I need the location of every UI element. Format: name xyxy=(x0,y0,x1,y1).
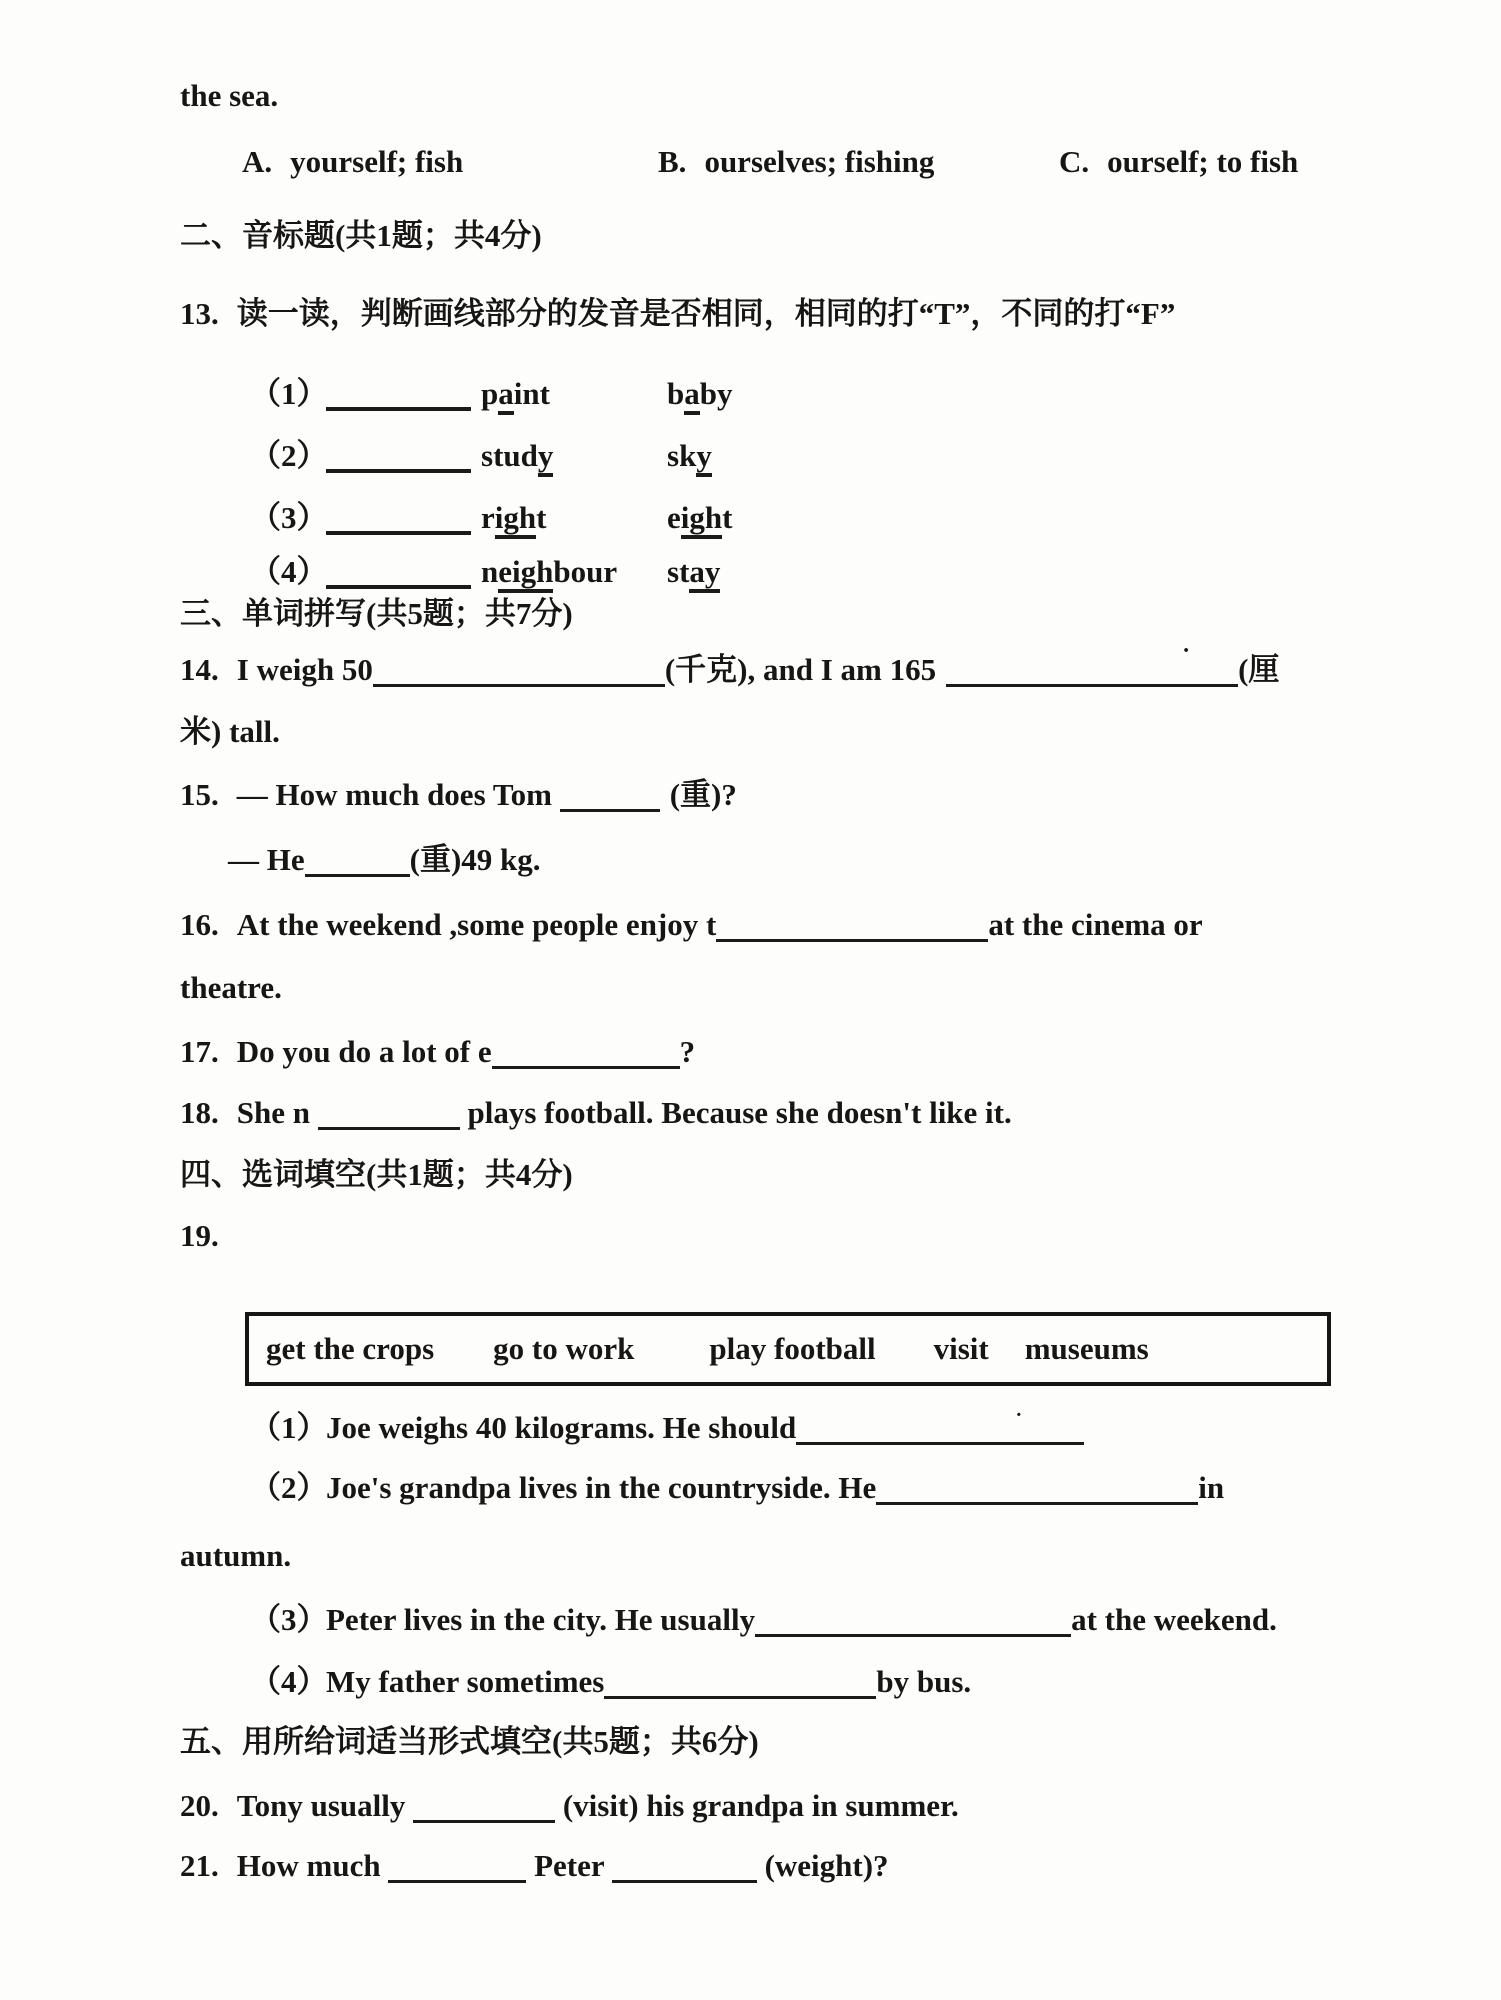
underlined-letters: igh xyxy=(681,500,722,539)
phonetic-item-3 xyxy=(250,498,732,538)
option-text: ourselves; fishing xyxy=(704,144,935,179)
answer-blank xyxy=(876,1477,1198,1505)
answer-blank xyxy=(326,507,471,535)
underlined-letters: a xyxy=(684,376,700,415)
word-two: stay xyxy=(667,554,720,593)
answer-blank xyxy=(326,445,471,473)
question-number: 21. xyxy=(180,1848,219,1883)
answer-blank xyxy=(326,383,471,411)
answer-blank xyxy=(326,561,471,589)
question-15 xyxy=(180,775,737,815)
word-bank-box xyxy=(245,1312,1331,1386)
q19-item-1 xyxy=(250,1408,1084,1448)
item-marker: （4） xyxy=(250,554,328,589)
underlined-letters: eigh xyxy=(498,554,553,593)
item-marker: （1） xyxy=(250,1410,328,1445)
underlined-letters: ay xyxy=(689,554,720,593)
option-letter: A. xyxy=(242,144,273,179)
question-text: Joe weighs 40 kilograms. He should xyxy=(326,1410,797,1445)
question-text: (厘 xyxy=(1238,652,1280,687)
item-marker: （2） xyxy=(250,438,328,473)
section-heading-two: 二、音标题(共1题；共4分) xyxy=(180,218,542,253)
word-one: right xyxy=(481,498,667,538)
underlined-letters: a xyxy=(498,376,514,415)
question-20 xyxy=(180,1786,959,1826)
question-21 xyxy=(180,1846,889,1886)
question-text: (重)? xyxy=(669,777,737,812)
word-bank-item: play football xyxy=(709,1331,876,1366)
question-text: (weight)? xyxy=(756,1848,889,1883)
answer-blank xyxy=(305,849,410,877)
question-number: 14. xyxy=(180,652,219,687)
section-heading-three: 三、单词拼写(共5题；共7分) xyxy=(180,596,573,631)
section-heading-four: 四、选词填空(共1题；共4分) xyxy=(180,1157,573,1192)
question-text: Peter xyxy=(526,1848,612,1883)
option-letter: C. xyxy=(1059,144,1090,179)
q19-item-2 xyxy=(250,1468,1224,1508)
option-text: yourself; fish xyxy=(290,144,464,179)
question-number: 17. xyxy=(180,1034,219,1069)
question-text: At the weekend ,some people enjoy t xyxy=(236,907,717,942)
answer-blank xyxy=(716,914,988,942)
question-text: Peter lives in the city. He usually xyxy=(326,1602,756,1637)
answer-blank xyxy=(755,1609,1071,1637)
item-marker: （4） xyxy=(250,1664,328,1699)
question-14-runover: 米) tall. xyxy=(180,714,280,749)
question-text: at the cinema or xyxy=(988,907,1203,942)
question-text: ? xyxy=(679,1034,696,1069)
question-number: 13. xyxy=(180,296,219,331)
context-line: the sea. xyxy=(180,78,279,113)
question-text: (重)49 kg. xyxy=(409,842,541,877)
answer-blank xyxy=(388,1855,526,1883)
answer-blank xyxy=(492,1041,680,1069)
underlined-letters: igh xyxy=(495,500,536,539)
section-heading-five: 五、用所给词适当形式填空(共5题；共6分) xyxy=(180,1724,759,1759)
question-text: I weigh 50 xyxy=(236,652,373,687)
question-number: 20. xyxy=(180,1788,219,1823)
question-19-number: 19. xyxy=(180,1218,219,1253)
word-bank-item: museums xyxy=(1024,1331,1149,1366)
question-14 xyxy=(180,650,1279,690)
question-16-runover: theatre. xyxy=(180,970,282,1005)
question-text: (visit) his grandpa in summer. xyxy=(555,1788,959,1823)
question-text: How much xyxy=(236,1848,389,1883)
question-text: at the weekend. xyxy=(1071,1602,1277,1637)
question-text: in xyxy=(1198,1470,1225,1505)
word-one: neighbour xyxy=(481,552,667,592)
answer-blank xyxy=(604,1671,876,1699)
answer-blank xyxy=(560,784,660,812)
word-bank-item: get the crops xyxy=(266,1331,435,1366)
phonetic-item-2 xyxy=(250,436,712,476)
question-text: My father sometimes xyxy=(326,1664,605,1699)
question-18 xyxy=(180,1093,1012,1133)
option-c xyxy=(1059,142,1298,182)
phonetic-item-1 xyxy=(250,374,733,414)
q19-item-2-runover: autumn. xyxy=(180,1538,292,1573)
option-a xyxy=(242,142,463,182)
word-two: sky xyxy=(667,438,712,477)
question-text: (千克), and I am 165 xyxy=(664,652,937,687)
option-text: ourself; to fish xyxy=(1107,144,1299,179)
phonetic-item-4 xyxy=(250,552,720,592)
option-letter: B. xyxy=(658,144,687,179)
word-bank-item: go to work xyxy=(493,1331,635,1366)
word-bank-item: visit xyxy=(933,1331,989,1366)
question-number: 16. xyxy=(180,907,219,942)
question-17 xyxy=(180,1032,695,1072)
question-text: Do you do a lot of e xyxy=(236,1034,492,1069)
item-marker: （3） xyxy=(250,500,328,535)
question-text: She n xyxy=(236,1095,318,1130)
question-number: 15. xyxy=(180,777,219,812)
underlined-letters: y xyxy=(696,438,712,477)
question-text: by bus. xyxy=(876,1664,972,1699)
word-one: study xyxy=(481,436,667,476)
question-text: — How much does Tom xyxy=(236,777,560,812)
answer-blank xyxy=(413,1795,555,1823)
question-text: plays football. Because she doesn't like it. xyxy=(459,1095,1012,1130)
word-two: baby xyxy=(667,376,733,415)
answer-blank xyxy=(373,659,665,687)
answer-blank xyxy=(796,1417,1084,1445)
answer-blank xyxy=(318,1102,460,1130)
question-15-reply xyxy=(228,840,541,880)
question-13 xyxy=(180,294,1175,334)
item-marker: （1） xyxy=(250,376,328,411)
word-one: paint xyxy=(481,374,667,414)
underlined-letters: y xyxy=(538,438,554,477)
option-b xyxy=(658,142,934,182)
q19-item-4 xyxy=(250,1662,971,1702)
answer-blank xyxy=(946,659,1238,687)
item-marker: （3） xyxy=(250,1602,328,1637)
item-marker: （2） xyxy=(250,1470,328,1505)
answer-blank xyxy=(612,1855,757,1883)
question-text: 读一读，判断画线部分的发音是否相同，相同的打“T”，不同的打“F” xyxy=(236,296,1176,331)
question-number: 18. xyxy=(180,1095,219,1130)
question-16 xyxy=(180,905,1203,945)
question-text: Tony usually xyxy=(236,1788,414,1823)
question-text: — He xyxy=(228,842,305,877)
question-text: Joe's grandpa lives in the countryside. He xyxy=(326,1470,877,1505)
q19-item-3 xyxy=(250,1600,1277,1640)
word-two: eight xyxy=(667,500,732,539)
